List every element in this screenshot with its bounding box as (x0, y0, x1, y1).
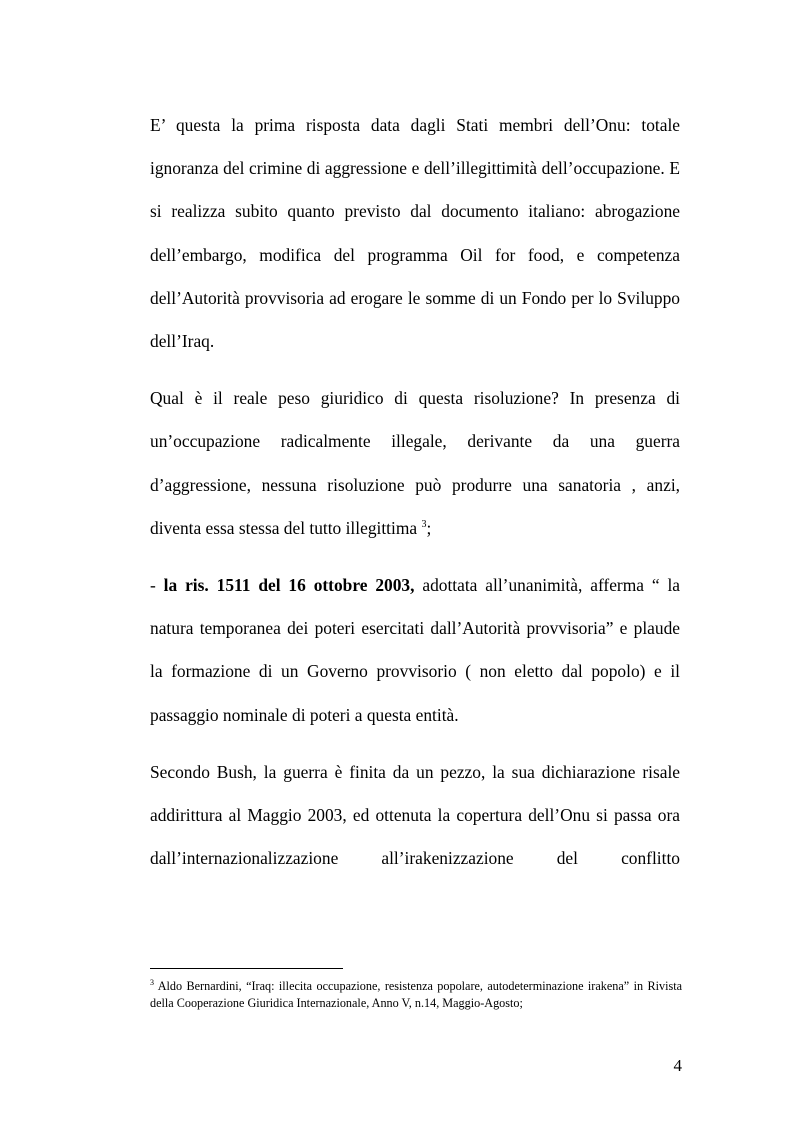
footnote-text: Aldo Bernardini, “Iraq: illecita occupazione, resistenza popolare, autodeterminazione irakena” in Rivista della Cooperazione Giuridica Internazionale, Anno V, n.14, Maggio-Agosto; (150, 979, 682, 1010)
footnote (150, 978, 682, 1012)
footnote-reference[interactable]: 3 (421, 518, 427, 530)
paragraph-1: E’ questa la prima risposta data dagli Stati membri dell’Onu: totale ignoranza del crimine di aggressione e dell’illegittimità dell’occupazione. E si realizza subito quanto previsto dal documento italiano: abrogazione dell’embargo, modifica del programma Oil for food, e competenza dell’Autorità provvisoria ad erogare le somme di un Fondo per lo Sviluppo dell’Iraq. (150, 115, 680, 352)
page-number: 4 (673, 1056, 682, 1075)
paragraph-3-prefix: - (150, 575, 164, 596)
paragraph-2 (150, 377, 680, 550)
body-text (150, 104, 680, 880)
footnote-number: 3 (150, 978, 154, 987)
paragraph-3 (150, 564, 680, 737)
paragraph-4: Secondo Bush, la guerra è finita da un pezzo, la sua dichiarazione risale addirittura al Maggio 2003, ed ottenuta la copertura dell’Onu si passa ora dall’internazionalizzazione all’irakenizzazione del conflitto (150, 761, 680, 869)
footnote-separator (150, 968, 343, 969)
paragraph-2-tail: ; (426, 517, 432, 538)
paragraph-2-text: Qual è il reale peso giuridico di questa risoluzione? In presenza di un’occupazione radicalmente illegale, derivante da una guerra d’aggressione, nessuna risoluzione può produrre una sanatoria , anzi, diventa essa stessa del tutto illegittima (150, 388, 680, 538)
paragraph-3-text: adottata all’unanimità, afferma “ la natura temporanea dei poteri esercitati dall’Autorità provvisoria” e plaude la formazione di un Governo provvisorio ( non eletto dal popolo) e il passaggio nominale di poteri a questa entità. (150, 575, 680, 725)
resolution-title: la ris. 1511 del 16 ottobre 2003, (163, 575, 415, 596)
